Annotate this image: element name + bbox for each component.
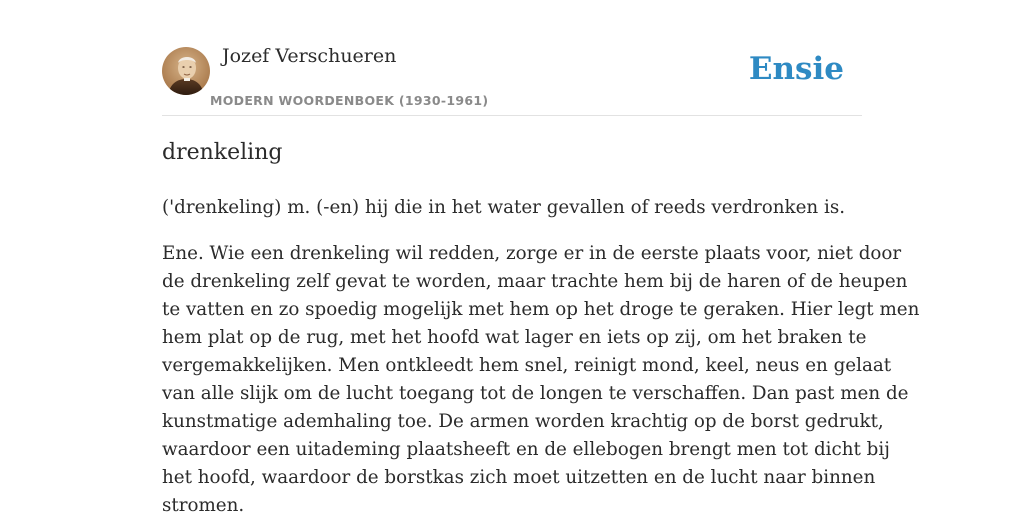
body-line: stromen.	[162, 495, 245, 512]
body-line: van alle slijk om de lucht toegang tot de longen te verschaffen. Dan past men de	[162, 383, 909, 404]
body-line: waardoor een uitademing plaatsheeft en de ellebogen brengt men tot dicht bij	[162, 439, 890, 460]
header	[162, 45, 862, 116]
body-line: te vatten en zo spoedig mogelijk met hem op het droge te geraken. Hier legt men	[162, 299, 920, 320]
body-line: kunstmatige ademhaling toe. De armen worden krachtig op de borst gedrukt,	[162, 411, 884, 432]
source-label[interactable]: MODERN WOORDENBOEK (1930-1961)	[210, 93, 489, 108]
body-line: vergemakkelijken. Men ontkleedt hem snel, reinigt mond, keel, neus en gelaat	[162, 355, 892, 376]
author-avatar[interactable]	[162, 47, 210, 95]
author-name[interactable]: Jozef Verschueren	[222, 45, 397, 67]
entry-body	[162, 240, 920, 512]
body-line: hem plat op de rug, met het hoofd wat lager en iets op zij, om het braken te	[162, 327, 867, 348]
body-line: Ene. Wie een drenkeling wil redden, zorge er in de eerste plaats voor, niet door	[162, 243, 902, 264]
body-line: het hoofd, waardoor de borstkas zich moet uitzetten en de lucht naar binnen	[162, 467, 876, 488]
entry-title: drenkeling	[162, 140, 283, 165]
author-portrait-image	[162, 47, 210, 95]
body-line: de drenkeling zelf gevat te worden, maar trachte hem bij de haren of de heupen	[162, 271, 908, 292]
entry-definition: ('drenkeling) m. (-en) hij die in het water gevallen of reeds verdronken is.	[162, 197, 846, 218]
ensie-logo[interactable]: Ensie	[748, 51, 844, 87]
